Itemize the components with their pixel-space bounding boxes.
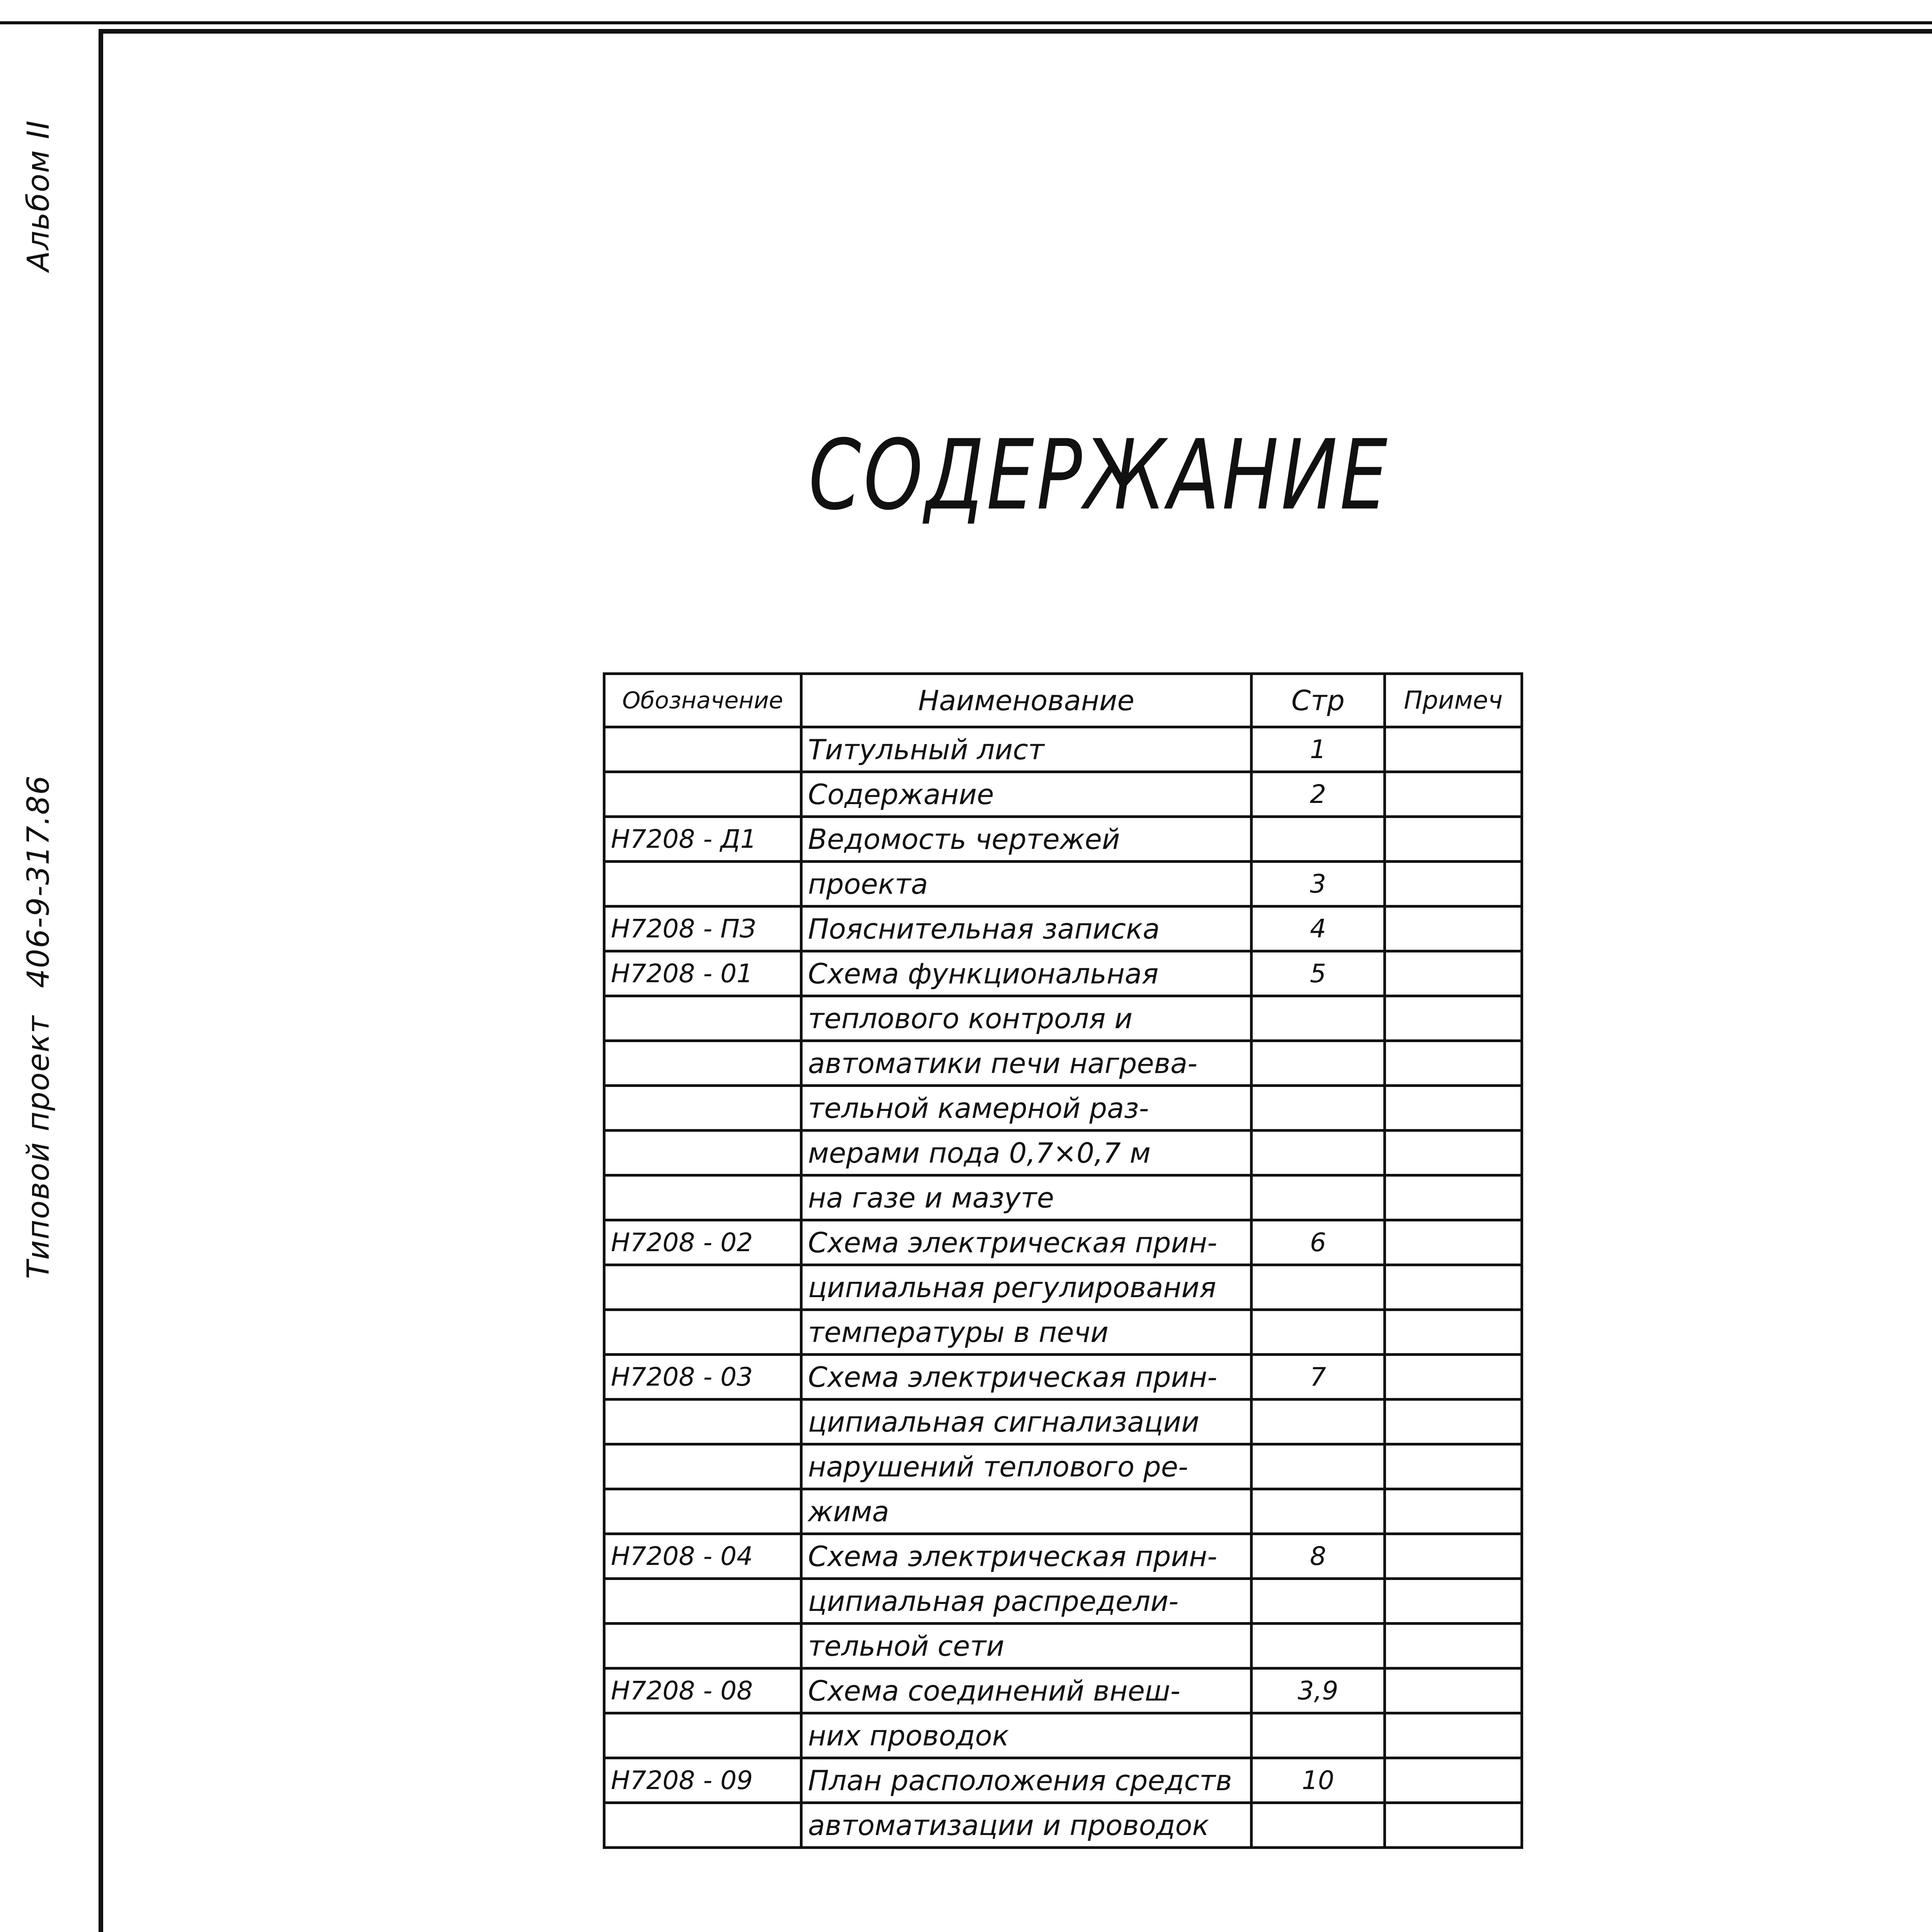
header-page: Стр: [1252, 674, 1385, 727]
note-cell: [1385, 1265, 1522, 1310]
table-row: [604, 1175, 1522, 1220]
margin-title-block: [15, 120, 62, 1279]
code-cell: [604, 727, 801, 772]
table-row: [604, 862, 1522, 906]
table-row: [604, 1310, 1522, 1355]
name-cell: Схема соединений внеш-: [801, 1668, 1252, 1713]
page-cell: [1252, 1310, 1385, 1355]
page-cell: [1252, 1713, 1385, 1758]
note-cell: [1385, 1489, 1522, 1534]
note-cell: [1385, 951, 1522, 996]
table-row: [604, 772, 1522, 817]
note-cell: [1385, 862, 1522, 906]
name-cell: ципиальная регулирования: [801, 1265, 1252, 1310]
page-cell: 1: [1252, 727, 1385, 772]
code-cell: [604, 772, 801, 817]
note-cell: [1385, 1668, 1522, 1713]
note-cell: [1385, 1444, 1522, 1489]
table-row: [604, 906, 1522, 951]
table-row: [604, 1220, 1522, 1265]
page-cell: [1252, 1175, 1385, 1220]
table-row: [604, 1400, 1522, 1444]
table-row: [604, 727, 1522, 772]
code-cell: [604, 1803, 801, 1848]
table-row: [604, 1758, 1522, 1803]
note-cell: [1385, 1220, 1522, 1265]
note-cell: [1385, 1131, 1522, 1175]
code-cell: Н7208 - 01: [604, 951, 801, 996]
name-cell: мерами пода 0,7×0,7 м: [801, 1131, 1252, 1175]
code-cell: [604, 1579, 801, 1624]
page-cell: [1252, 1086, 1385, 1131]
name-cell: теплового контроля и: [801, 996, 1252, 1041]
code-cell: [604, 1624, 801, 1668]
note-cell: [1385, 1713, 1522, 1758]
table-row: [604, 1668, 1522, 1713]
note-cell: [1385, 1624, 1522, 1668]
note-cell: [1385, 1758, 1522, 1803]
table-row: [604, 1713, 1522, 1758]
note-cell: [1385, 772, 1522, 817]
name-cell: ципиальная распредели-: [801, 1579, 1252, 1624]
page-cell: [1252, 1803, 1385, 1848]
page-cell: [1252, 1400, 1385, 1444]
code-cell: [604, 862, 801, 906]
top-border-line: [0, 21, 1932, 24]
code-cell: Н7208 - 09: [604, 1758, 801, 1803]
page-cell: [1252, 1041, 1385, 1086]
name-cell: Ведомость чертежей: [801, 817, 1252, 862]
note-cell: [1385, 1579, 1522, 1624]
note-cell: [1385, 996, 1522, 1041]
table-row: [604, 817, 1522, 862]
table-row: [604, 1579, 1522, 1624]
page-cell: [1252, 1265, 1385, 1310]
name-cell: на газе и мазуте: [801, 1175, 1252, 1220]
series-label: Типовой проект: [21, 1015, 56, 1279]
note-cell: [1385, 1803, 1522, 1848]
code-cell: Н7208 - 03: [604, 1355, 801, 1400]
album-label: Альбом II: [21, 120, 56, 272]
name-cell: Схема электрическая прин-: [801, 1220, 1252, 1265]
contents-table: [603, 672, 1523, 1849]
name-cell: автоматизации и проводок: [801, 1803, 1252, 1848]
name-cell: Титульный лист: [801, 727, 1252, 772]
table-row: [604, 1041, 1522, 1086]
table-row: [604, 996, 1522, 1041]
code-cell: [604, 1713, 801, 1758]
name-cell: Пояснительная записка: [801, 906, 1252, 951]
name-cell: жима: [801, 1489, 1252, 1534]
name-cell: тельной камерной раз-: [801, 1086, 1252, 1131]
project-code: 406-9-317.86: [21, 775, 56, 988]
page-cell: [1252, 1444, 1385, 1489]
header-designation: Обозначение: [604, 674, 801, 727]
code-cell: [604, 1086, 801, 1131]
page-cell: 8: [1252, 1534, 1385, 1579]
note-cell: [1385, 817, 1522, 862]
table-row: [604, 1489, 1522, 1534]
page-cell: 3: [1252, 862, 1385, 906]
table-row: [604, 1534, 1522, 1579]
page-cell: [1252, 1489, 1385, 1534]
table-body: [604, 727, 1522, 1848]
margin-project-reference: [21, 775, 56, 1279]
table-row: [604, 1444, 1522, 1489]
code-cell: [604, 1444, 801, 1489]
table-row: [604, 1803, 1522, 1848]
name-cell: Схема электрическая прин-: [801, 1355, 1252, 1400]
code-cell: Н7208 - 02: [604, 1220, 801, 1265]
note-cell: [1385, 1041, 1522, 1086]
note-cell: [1385, 1310, 1522, 1355]
name-cell: План расположения средств: [801, 1758, 1252, 1803]
page-cell: 7: [1252, 1355, 1385, 1400]
code-cell: [604, 1175, 801, 1220]
code-cell: Н7208 - Д1: [604, 817, 801, 862]
name-cell: автоматики печи нагрева-: [801, 1041, 1252, 1086]
page-cell: [1252, 1624, 1385, 1668]
page-cell: [1252, 996, 1385, 1041]
table-header-row: [604, 674, 1522, 727]
name-cell: Схема электрическая прин-: [801, 1534, 1252, 1579]
page-title: СОДЕРЖАНИЕ: [808, 419, 1390, 531]
note-cell: [1385, 1534, 1522, 1579]
name-cell: нарушений теплового ре-: [801, 1444, 1252, 1489]
page-cell: 2: [1252, 772, 1385, 817]
table-row: [604, 1624, 1522, 1668]
header-note: Примеч: [1385, 674, 1522, 727]
page-cell: [1252, 817, 1385, 862]
note-cell: [1385, 1175, 1522, 1220]
note-cell: [1385, 1086, 1522, 1131]
note-cell: [1385, 906, 1522, 951]
code-cell: Н7208 - 08: [604, 1668, 801, 1713]
code-cell: [604, 1489, 801, 1534]
note-cell: [1385, 1355, 1522, 1400]
name-cell: них проводок: [801, 1713, 1252, 1758]
name-cell: тельной сети: [801, 1624, 1252, 1668]
page-cell: 4: [1252, 906, 1385, 951]
code-cell: Н7208 - 04: [604, 1534, 801, 1579]
code-cell: [604, 1131, 801, 1175]
page-cell: 10: [1252, 1758, 1385, 1803]
table-row: [604, 1355, 1522, 1400]
note-cell: [1385, 1400, 1522, 1444]
header-name: Наименование: [801, 674, 1252, 727]
table-row: [604, 1265, 1522, 1310]
code-cell: [604, 1041, 801, 1086]
page-cell: 3,9: [1252, 1668, 1385, 1713]
code-cell: Н7208 - ПЗ: [604, 906, 801, 951]
page-cell: 5: [1252, 951, 1385, 996]
code-cell: [604, 1400, 801, 1444]
table-row: [604, 1086, 1522, 1131]
code-cell: [604, 1265, 801, 1310]
name-cell: Содержание: [801, 772, 1252, 817]
name-cell: Схема функциональная: [801, 951, 1252, 996]
code-cell: [604, 996, 801, 1041]
name-cell: ципиальная сигнализации: [801, 1400, 1252, 1444]
table-row: [604, 1131, 1522, 1175]
page-cell: [1252, 1131, 1385, 1175]
name-cell: проекта: [801, 862, 1252, 906]
name-cell: температуры в печи: [801, 1310, 1252, 1355]
page-cell: [1252, 1579, 1385, 1624]
table-row: [604, 951, 1522, 996]
note-cell: [1385, 727, 1522, 772]
page-cell: 6: [1252, 1220, 1385, 1265]
code-cell: [604, 1310, 801, 1355]
